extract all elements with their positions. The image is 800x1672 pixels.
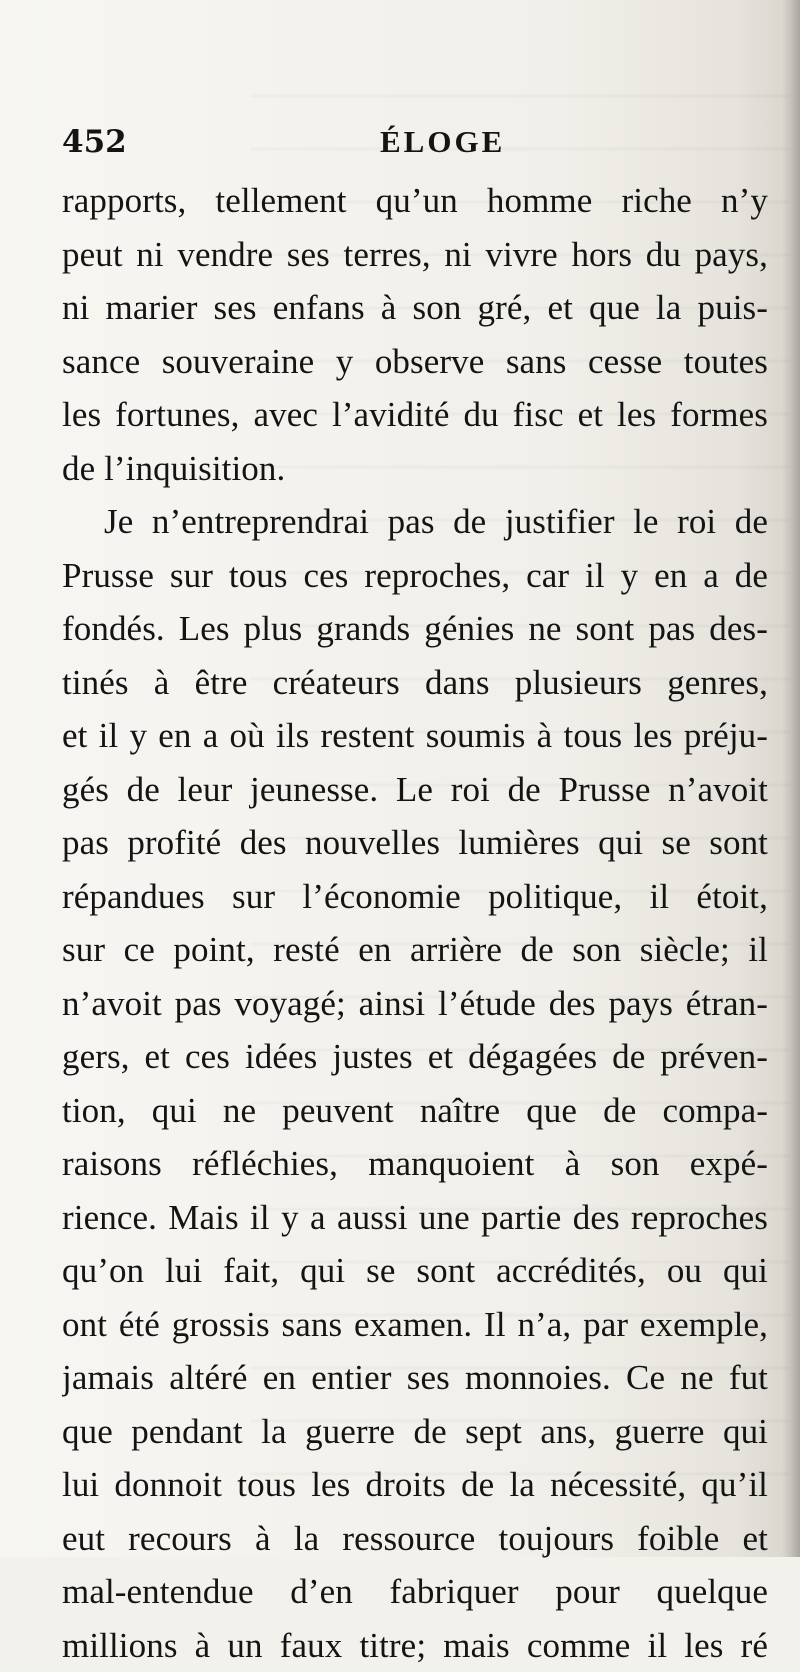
running-title: ÉLOGE [380,124,505,160]
text-line: raisons réfléchies, manquoient à son expé- [62,1137,768,1191]
text-line: ni marier ses enfans à son gré, et que la puis- [62,281,768,335]
text-line: sur ce point, resté en arrière de son siècle; il [62,923,768,977]
text-line: de l’inquisition. [62,442,768,496]
text-line: jamais altéré en entier ses monnoies. Ce ne fut [62,1351,768,1405]
text-line: pas profité des nouvelles lumières qui se sont [62,816,768,870]
text-line: gers, et ces idées justes et dégagées de préven- [62,1030,768,1084]
text-line: tinés à être créateurs dans plusieurs genres, [62,656,768,710]
text-line: millions à un faux titre; mais comme il les ré [62,1619,768,1672]
text-line: qu’on lui fait, qui se sont accrédités, ou qui [62,1244,768,1298]
text-line: fondés. Les plus grands génies ne sont pas des- [62,602,768,656]
text-line: n’avoit pas voyagé; ainsi l’étude des pays étran- [62,977,768,1031]
text-line: répandues sur l’économie politique, il étoit, [62,870,768,924]
text-line: ont été grossis sans examen. Il n’a, par exemple, [62,1298,768,1352]
text-line: sance souveraine y observe sans cesse toutes [62,335,768,389]
body-text [62,174,768,1534]
text-line: que pendant la guerre de sept ans, guerre qui [62,1405,768,1459]
text-line: peut ni vendre ses terres, ni vivre hors du pays, [62,228,768,282]
text-line: rapports, tellement qu’un homme riche n’y [62,174,768,228]
page-edge-shadow [782,0,800,1557]
text-line: Je n’entreprendrai pas de justifier le roi de [62,495,768,549]
text-line: lui donnoit tous les droits de la nécessité, qu’il [62,1458,768,1512]
text-line: mal-entendue d’en fabriquer pour quelque [62,1565,768,1619]
page-header [62,124,762,170]
text-line: rience. Mais il y a aussi une partie des reproches [62,1191,768,1245]
page-number: 452 [62,124,127,160]
text-line: et il y en a où ils restent soumis à tous les préju- [62,709,768,763]
text-line: gés de leur jeunesse. Le roi de Prusse n’avoit [62,763,768,817]
text-line: Prusse sur tous ces reproches, car il y en a de [62,549,768,603]
text-line: tion, qui ne peuvent naître que de compa- [62,1084,768,1138]
text-line: eut recours à la ressource toujours foible et [62,1512,768,1566]
text-line: les fortunes, avec l’avidité du fisc et les formes [62,388,768,442]
